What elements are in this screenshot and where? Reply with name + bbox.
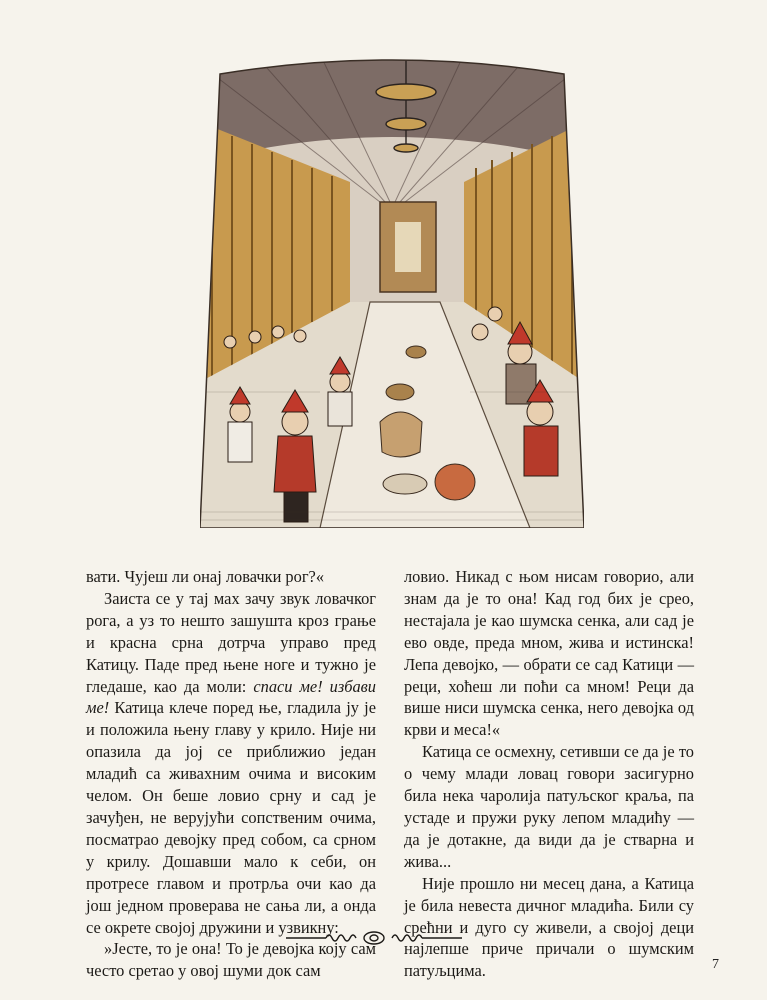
paragraph: »Јесте, то је она! То је девојка коју сам често сретао у овој шуми док сам (86, 939, 376, 981)
paragraph: Катица се осмехну, сетивши се да је то о чему млади ловац говори засигурно била нека чаролија патуљског краља, па устаде и пружи руку лепом младићу — да је дотакне, да види да је стварна и жива... (404, 742, 694, 871)
paragraph-text: Катица клече поред ње, гладила ју је и положила њену главу у крило. Није ни опазила да јој се приближио један младић са живахним очима и високим челом. Он беше ловио срну и сад је зачуђен, не верујући сопственим очима, посматрао девојку пред собом, са срном у крилу. Дошавши мало к себи, он протресе главом и протрља очи као да још једном проверава не сања ли, а онда се окрете својој дружини и узвикну: (86, 698, 376, 937)
paragraph: вати. Чујеш ли онај ловачки рог?« (86, 567, 325, 586)
decorative-divider-icon (286, 928, 462, 948)
italic-plea: спаси ме! избави ме! (86, 676, 376, 718)
text-column-right (404, 566, 694, 982)
dwarfs-feast-hall-illustration (200, 52, 584, 528)
paragraph: ловио. Никад с њом нисам говорио, али знам да је то она! Кад год бих је срео, нестајала је као шумска сенка, али сад је ево овде, преда мном, жива и истинска! Лепа девојко, — обрати се сад Катици — реци, хоћеш ли поћи са мном! Реци да више ниси шумска сенка, него девојка од крви и меса!« (404, 567, 694, 740)
paragraph: Није прошло ни месец дана, а Катица је била невеста дичног младића. Били су срећни и дуго су живели, а својој деци најлепше приче причали о шумским патуљцима. (404, 873, 694, 981)
text-column-left (86, 566, 376, 982)
page-number: 7 (712, 957, 719, 972)
paragraph-text: Заиста се у тај мах зачу звук ловачког рога, а уз то нешто зашушта кроз грање и красна срна дотрча управо пред Катицу. Паде пред њене ноге и тужно је гледаше, као да моли: (86, 588, 376, 696)
paragraph (86, 588, 376, 939)
